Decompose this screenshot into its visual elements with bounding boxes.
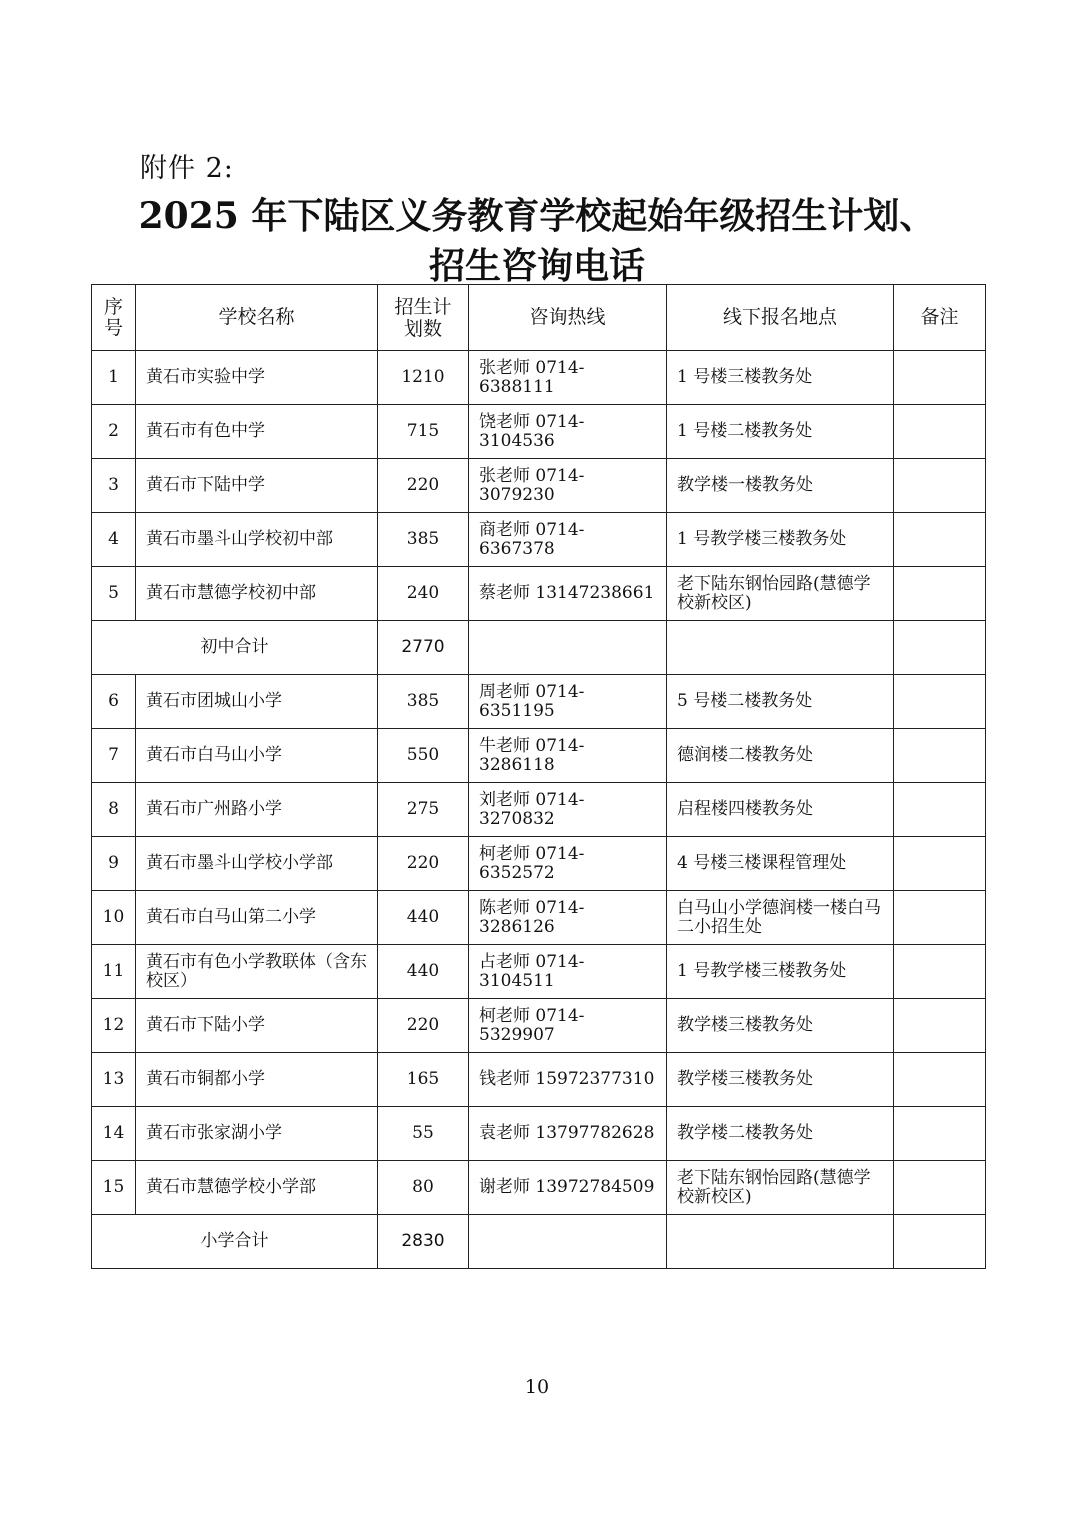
cell-place: 教学楼三楼教务处 xyxy=(667,999,894,1053)
cell-quota: 80 xyxy=(378,1161,469,1215)
cell-place: 教学楼二楼教务处 xyxy=(667,1107,894,1161)
cell-remark xyxy=(894,837,986,891)
cell-phone: 钱老师 15972377310 xyxy=(469,1053,667,1107)
cell-remark xyxy=(894,1107,986,1161)
cell-place: 1 号楼三楼教务处 xyxy=(667,351,894,405)
cell-remark xyxy=(894,783,986,837)
cell-remark xyxy=(894,729,986,783)
cell-no: 10 xyxy=(92,891,136,945)
cell-phone: 周老师 0714-6351195 xyxy=(469,675,667,729)
cell-quota: 55 xyxy=(378,1107,469,1161)
cell-school-name: 黄石市有色中学 xyxy=(136,405,378,459)
cell-place: 教学楼一楼教务处 xyxy=(667,459,894,513)
cell-quota: 220 xyxy=(378,837,469,891)
cell-remark xyxy=(894,945,986,999)
cell-no: 8 xyxy=(92,783,136,837)
cell-remark xyxy=(894,567,986,621)
table-row xyxy=(92,459,986,513)
cell-school-name: 黄石市下陆小学 xyxy=(136,999,378,1053)
header-place: 线下报名地点 xyxy=(667,285,894,351)
cell-school-name: 黄石市墨斗山学校小学部 xyxy=(136,837,378,891)
cell-no: 3 xyxy=(92,459,136,513)
cell-place: 4 号楼三楼课程管理处 xyxy=(667,837,894,891)
primary-total-empty-phone xyxy=(469,1215,667,1269)
cell-school-name: 黄石市慧德学校初中部 xyxy=(136,567,378,621)
cell-place: 启程楼四楼教务处 xyxy=(667,783,894,837)
cell-remark xyxy=(894,459,986,513)
cell-no: 1 xyxy=(92,351,136,405)
cell-place: 老下陆东钢怡园路(慧德学校新校区) xyxy=(667,1161,894,1215)
cell-phone: 谢老师 13972784509 xyxy=(469,1161,667,1215)
cell-phone: 袁老师 13797782628 xyxy=(469,1107,667,1161)
cell-school-name: 黄石市实验中学 xyxy=(136,351,378,405)
cell-place: 1 号教学楼三楼教务处 xyxy=(667,513,894,567)
primary-total-empty-remark xyxy=(894,1215,986,1269)
page-number: 10 xyxy=(524,1376,550,1398)
cell-no: 12 xyxy=(92,999,136,1053)
table-row xyxy=(92,891,986,945)
header-school: 学校名称 xyxy=(136,285,378,351)
middle-total-empty-remark xyxy=(894,621,986,675)
cell-phone: 柯老师 0714-6352572 xyxy=(469,837,667,891)
cell-quota: 550 xyxy=(378,729,469,783)
cell-phone: 柯老师 0714-5329907 xyxy=(469,999,667,1053)
cell-school-name: 黄石市墨斗山学校初中部 xyxy=(136,513,378,567)
cell-remark xyxy=(894,1161,986,1215)
cell-phone: 饶老师 0714-3104536 xyxy=(469,405,667,459)
cell-phone: 商老师 0714-6367378 xyxy=(469,513,667,567)
cell-quota: 1210 xyxy=(378,351,469,405)
cell-phone: 张老师 0714-6388111 xyxy=(469,351,667,405)
cell-no: 9 xyxy=(92,837,136,891)
cell-quota: 220 xyxy=(378,459,469,513)
cell-quota: 165 xyxy=(378,1053,469,1107)
table-row xyxy=(92,513,986,567)
table-row xyxy=(92,675,986,729)
middle-total-empty-phone xyxy=(469,621,667,675)
cell-school-name: 黄石市白马山第二小学 xyxy=(136,891,378,945)
cell-phone: 陈老师 0714-3286126 xyxy=(469,891,667,945)
middle-total-empty-place xyxy=(667,621,894,675)
cell-phone: 张老师 0714-3079230 xyxy=(469,459,667,513)
cell-place: 教学楼三楼教务处 xyxy=(667,1053,894,1107)
header-phone: 咨询热线 xyxy=(469,285,667,351)
table-row xyxy=(92,1161,986,1215)
table-row xyxy=(92,837,986,891)
cell-phone: 牛老师 0714-3286118 xyxy=(469,729,667,783)
cell-place: 白马山小学德润楼一楼白马二小招生处 xyxy=(667,891,894,945)
header-remark: 备注 xyxy=(894,285,986,351)
cell-no: 13 xyxy=(92,1053,136,1107)
cell-quota: 715 xyxy=(378,405,469,459)
cell-quota: 385 xyxy=(378,513,469,567)
cell-school-name: 黄石市广州路小学 xyxy=(136,783,378,837)
middle-total-row xyxy=(92,621,986,675)
table-row xyxy=(92,783,986,837)
cell-quota: 240 xyxy=(378,567,469,621)
cell-school-name: 黄石市铜都小学 xyxy=(136,1053,378,1107)
cell-remark xyxy=(894,675,986,729)
cell-quota: 220 xyxy=(378,999,469,1053)
cell-school-name: 黄石市下陆中学 xyxy=(136,459,378,513)
cell-remark xyxy=(894,405,986,459)
cell-school-name: 黄石市张家湖小学 xyxy=(136,1107,378,1161)
table-row xyxy=(92,405,986,459)
enrollment-table xyxy=(91,284,986,1269)
cell-quota: 440 xyxy=(378,891,469,945)
cell-place: 5 号楼二楼教务处 xyxy=(667,675,894,729)
primary-total-section xyxy=(92,1215,986,1269)
table-row xyxy=(92,1107,986,1161)
cell-no: 4 xyxy=(92,513,136,567)
cell-place: 1 号楼二楼教务处 xyxy=(667,405,894,459)
cell-remark xyxy=(894,891,986,945)
document-title-line1: 2025 年下陆区义务教育学校起始年级招生计划、 xyxy=(138,195,936,237)
cell-remark xyxy=(894,999,986,1053)
cell-phone: 蔡老师 13147238661 xyxy=(469,567,667,621)
cell-school-name: 黄石市慧德学校小学部 xyxy=(136,1161,378,1215)
cell-remark xyxy=(894,513,986,567)
cell-quota: 440 xyxy=(378,945,469,999)
cell-no: 14 xyxy=(92,1107,136,1161)
cell-quota: 275 xyxy=(378,783,469,837)
document-title-line2: 招生咨询电话 xyxy=(428,245,645,287)
cell-place: 1 号教学楼三楼教务处 xyxy=(667,945,894,999)
primary-total-row xyxy=(92,1215,986,1269)
table-row xyxy=(92,1053,986,1107)
table-row xyxy=(92,351,986,405)
cell-phone: 刘老师 0714-3270832 xyxy=(469,783,667,837)
middle-total-value: 2770 xyxy=(378,621,469,675)
table-row xyxy=(92,567,986,621)
cell-no: 5 xyxy=(92,567,136,621)
cell-remark xyxy=(894,1053,986,1107)
middle-total-section xyxy=(92,621,986,675)
cell-no: 6 xyxy=(92,675,136,729)
table-row xyxy=(92,729,986,783)
cell-remark xyxy=(894,351,986,405)
primary-total-value: 2830 xyxy=(378,1215,469,1269)
table-row xyxy=(92,999,986,1053)
primary-total-label: 小学合计 xyxy=(92,1215,378,1269)
cell-place: 德润楼二楼教务处 xyxy=(667,729,894,783)
cell-no: 7 xyxy=(92,729,136,783)
cell-no: 11 xyxy=(92,945,136,999)
cell-school-name: 黄石市有色小学教联体（含东校区） xyxy=(136,945,378,999)
cell-no: 2 xyxy=(92,405,136,459)
cell-school-name: 黄石市团城山小学 xyxy=(136,675,378,729)
header-no: 序号 xyxy=(92,285,136,351)
cell-phone: 占老师 0714-3104511 xyxy=(469,945,667,999)
primary-school-rows xyxy=(92,675,986,1215)
table-header-row xyxy=(92,285,986,351)
cell-quota: 385 xyxy=(378,675,469,729)
cell-place: 老下陆东钢怡园路(慧德学校新校区) xyxy=(667,567,894,621)
header-quota: 招生计划数 xyxy=(378,285,469,351)
cell-no: 15 xyxy=(92,1161,136,1215)
table-row xyxy=(92,945,986,999)
attachment-label: 附件 2: xyxy=(140,153,234,184)
middle-total-label: 初中合计 xyxy=(92,621,378,675)
cell-school-name: 黄石市白马山小学 xyxy=(136,729,378,783)
primary-total-empty-place xyxy=(667,1215,894,1269)
middle-school-rows xyxy=(92,351,986,621)
